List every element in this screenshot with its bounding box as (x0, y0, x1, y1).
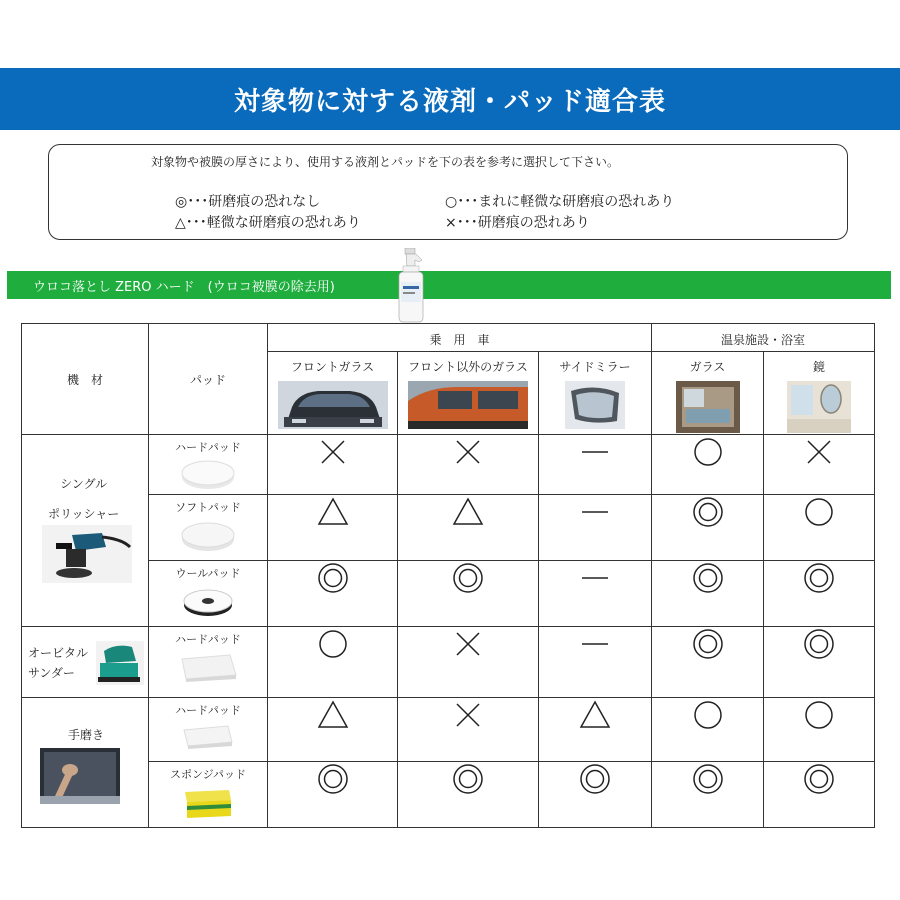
mark-symbol (268, 435, 397, 469)
legend-item-triangle: △･･･軽微な研磨痕の恐れあり (175, 215, 361, 231)
mark-cell (268, 762, 398, 828)
legend-item-circle: ○･･･まれに軽微な研磨痕の恐れあり (445, 194, 675, 210)
double-circle-mark (691, 762, 725, 796)
mark-symbol (764, 561, 874, 595)
pad-image (180, 722, 236, 752)
mark-symbol (539, 495, 651, 529)
machine-cell-orbital-sander (22, 627, 149, 698)
machine-label: オービタル サンダー (28, 646, 89, 680)
mark-symbol (539, 627, 651, 661)
mark-cell (652, 698, 764, 762)
double-circle-mark (451, 561, 485, 595)
double-circle-mark (451, 762, 485, 796)
double-circle-mark (316, 561, 350, 595)
pad-cell (149, 435, 268, 495)
mark-symbol (539, 561, 651, 595)
dash-mark (578, 435, 612, 469)
double-circle-mark (691, 495, 725, 529)
mark-symbol (268, 561, 397, 595)
mark-symbol (268, 627, 397, 661)
triangle-mark (451, 495, 485, 529)
mark-symbol (398, 698, 538, 732)
sander-image (96, 641, 144, 685)
pad-label: ソフトパッド (175, 501, 241, 514)
header-group-bath-label: 温泉施設・浴室 (720, 333, 805, 347)
cross-mark (451, 698, 485, 732)
title-banner (0, 68, 900, 130)
mark-symbol (652, 495, 763, 529)
machine-cell-hand-polish (22, 698, 149, 828)
mark-cell (652, 495, 764, 561)
mark-cell (398, 561, 539, 627)
mark-cell (268, 561, 398, 627)
dash-mark (578, 627, 612, 661)
mark-symbol (268, 762, 397, 796)
pad-cell (149, 627, 268, 698)
pad-cell (149, 561, 268, 627)
double-circle-mark (802, 762, 836, 796)
mark-cell (764, 627, 875, 698)
header-col-label: サイドミラー (559, 360, 631, 374)
legend-intro: 対象物や被膜の厚さにより、使用する液剤とパッドを下の表を参考に選択して下さい。 (151, 155, 620, 169)
dash-mark (578, 495, 612, 529)
pad-cell (149, 698, 268, 762)
double-circle-mark (802, 561, 836, 595)
circle-mark (691, 698, 725, 732)
header-group-car-label: 乗 用 車 (429, 333, 490, 347)
mark-symbol (652, 561, 763, 595)
header-col-other-glass (398, 352, 539, 435)
header-col-bath-glass (652, 352, 764, 435)
mark-cell (268, 495, 398, 561)
mark-symbol (398, 627, 538, 661)
mark-cell (539, 627, 652, 698)
double-circle-mark (802, 627, 836, 661)
mark-cell (764, 435, 875, 495)
header-machine (22, 324, 149, 435)
legend-item-double-circle: ◎･･･研磨痕の恐れなし (175, 194, 321, 210)
mark-cell (652, 561, 764, 627)
mark-cell (764, 762, 875, 828)
mark-symbol (398, 495, 538, 529)
product-bar (7, 271, 891, 299)
side-mirror-image (565, 381, 625, 429)
triangle-mark (578, 698, 612, 732)
pad-cell (149, 762, 268, 828)
pad-label: ウールパッド (175, 567, 241, 580)
mark-cell (268, 435, 398, 495)
compatibility-table (21, 323, 875, 828)
mark-symbol (398, 762, 538, 796)
header-group-car (268, 324, 652, 352)
mark-cell (764, 698, 875, 762)
mark-cell (539, 698, 652, 762)
pad-image (180, 519, 236, 553)
machine-label: 手磨き (68, 728, 105, 742)
header-col-side-mirror (539, 352, 652, 435)
mark-cell (652, 435, 764, 495)
header-machine-label: 機 材 (66, 373, 103, 387)
pad-image (178, 651, 238, 683)
pad-image (180, 457, 236, 491)
mark-cell (268, 698, 398, 762)
product-name: ウロコ落とし ZERO ハード (ウロコ被膜の除去用) (33, 279, 335, 295)
bath-mirror-image (787, 381, 851, 433)
circle-mark (802, 698, 836, 732)
machine-cell-single-polisher (22, 435, 149, 627)
cross-mark (316, 435, 350, 469)
pad-image (181, 786, 235, 820)
cross-mark (802, 435, 836, 469)
mark-cell (539, 762, 652, 828)
mark-cell (539, 561, 652, 627)
mark-symbol (764, 435, 874, 469)
header-col-mirror (764, 352, 875, 435)
triangle-mark (316, 495, 350, 529)
header-col-front-glass (268, 352, 398, 435)
circle-mark (802, 495, 836, 529)
mark-symbol (652, 762, 763, 796)
header-col-label: ガラス (689, 360, 726, 374)
mark-symbol (764, 627, 874, 661)
header-col-label: フロント以外のガラス (408, 360, 528, 374)
mark-symbol (539, 435, 651, 469)
car-side-image (408, 381, 528, 429)
spray-bottle-image (391, 248, 431, 324)
mark-cell (398, 762, 539, 828)
circle-mark (691, 435, 725, 469)
mark-symbol (652, 698, 763, 732)
mark-cell (764, 561, 875, 627)
mark-symbol (539, 762, 651, 796)
mark-symbol (268, 495, 397, 529)
double-circle-mark (691, 627, 725, 661)
pad-label: スポンジパッド (170, 768, 246, 781)
legend-box (48, 144, 848, 240)
pad-label: ハードパッド (175, 441, 241, 454)
mark-cell (652, 762, 764, 828)
mark-cell (539, 435, 652, 495)
double-circle-mark (578, 762, 612, 796)
mark-symbol (539, 698, 651, 732)
bath-glass-image (676, 381, 740, 433)
page-title: 対象物に対する液剤・パッド適合表 (233, 86, 666, 117)
pad-image (180, 585, 236, 619)
mark-symbol (764, 762, 874, 796)
mark-symbol (652, 627, 763, 661)
pad-cell (149, 495, 268, 561)
mark-cell (652, 627, 764, 698)
double-circle-mark (691, 561, 725, 595)
hand-polish-image (40, 748, 120, 804)
mark-cell (398, 495, 539, 561)
header-pad-label: パッド (189, 373, 226, 387)
mark-cell (268, 627, 398, 698)
header-col-label: 鏡 (812, 360, 825, 374)
header-pad (149, 324, 268, 435)
mark-cell (398, 627, 539, 698)
legend-item-cross: ×･･･研磨痕の恐れあり (445, 215, 590, 231)
header-group-bath (652, 324, 875, 352)
mark-symbol (764, 698, 874, 732)
mark-symbol (398, 561, 538, 595)
double-circle-mark (316, 762, 350, 796)
cross-mark (451, 435, 485, 469)
mark-cell (539, 495, 652, 561)
cross-mark (451, 627, 485, 661)
pad-label: ハードパッド (175, 704, 241, 717)
circle-mark (316, 627, 350, 661)
mark-symbol (398, 435, 538, 469)
mark-symbol (268, 698, 397, 732)
mark-symbol (764, 495, 874, 529)
polisher-image (42, 525, 132, 583)
machine-label: シングル ポリッシャー (48, 477, 120, 521)
mark-cell (764, 495, 875, 561)
pad-label: ハードパッド (175, 633, 241, 646)
mark-cell (398, 698, 539, 762)
mark-symbol (652, 435, 763, 469)
header-col-label: フロントガラス (290, 360, 375, 374)
dash-mark (578, 561, 612, 595)
mark-cell (398, 435, 539, 495)
car-front-image (278, 381, 388, 429)
triangle-mark (316, 698, 350, 732)
